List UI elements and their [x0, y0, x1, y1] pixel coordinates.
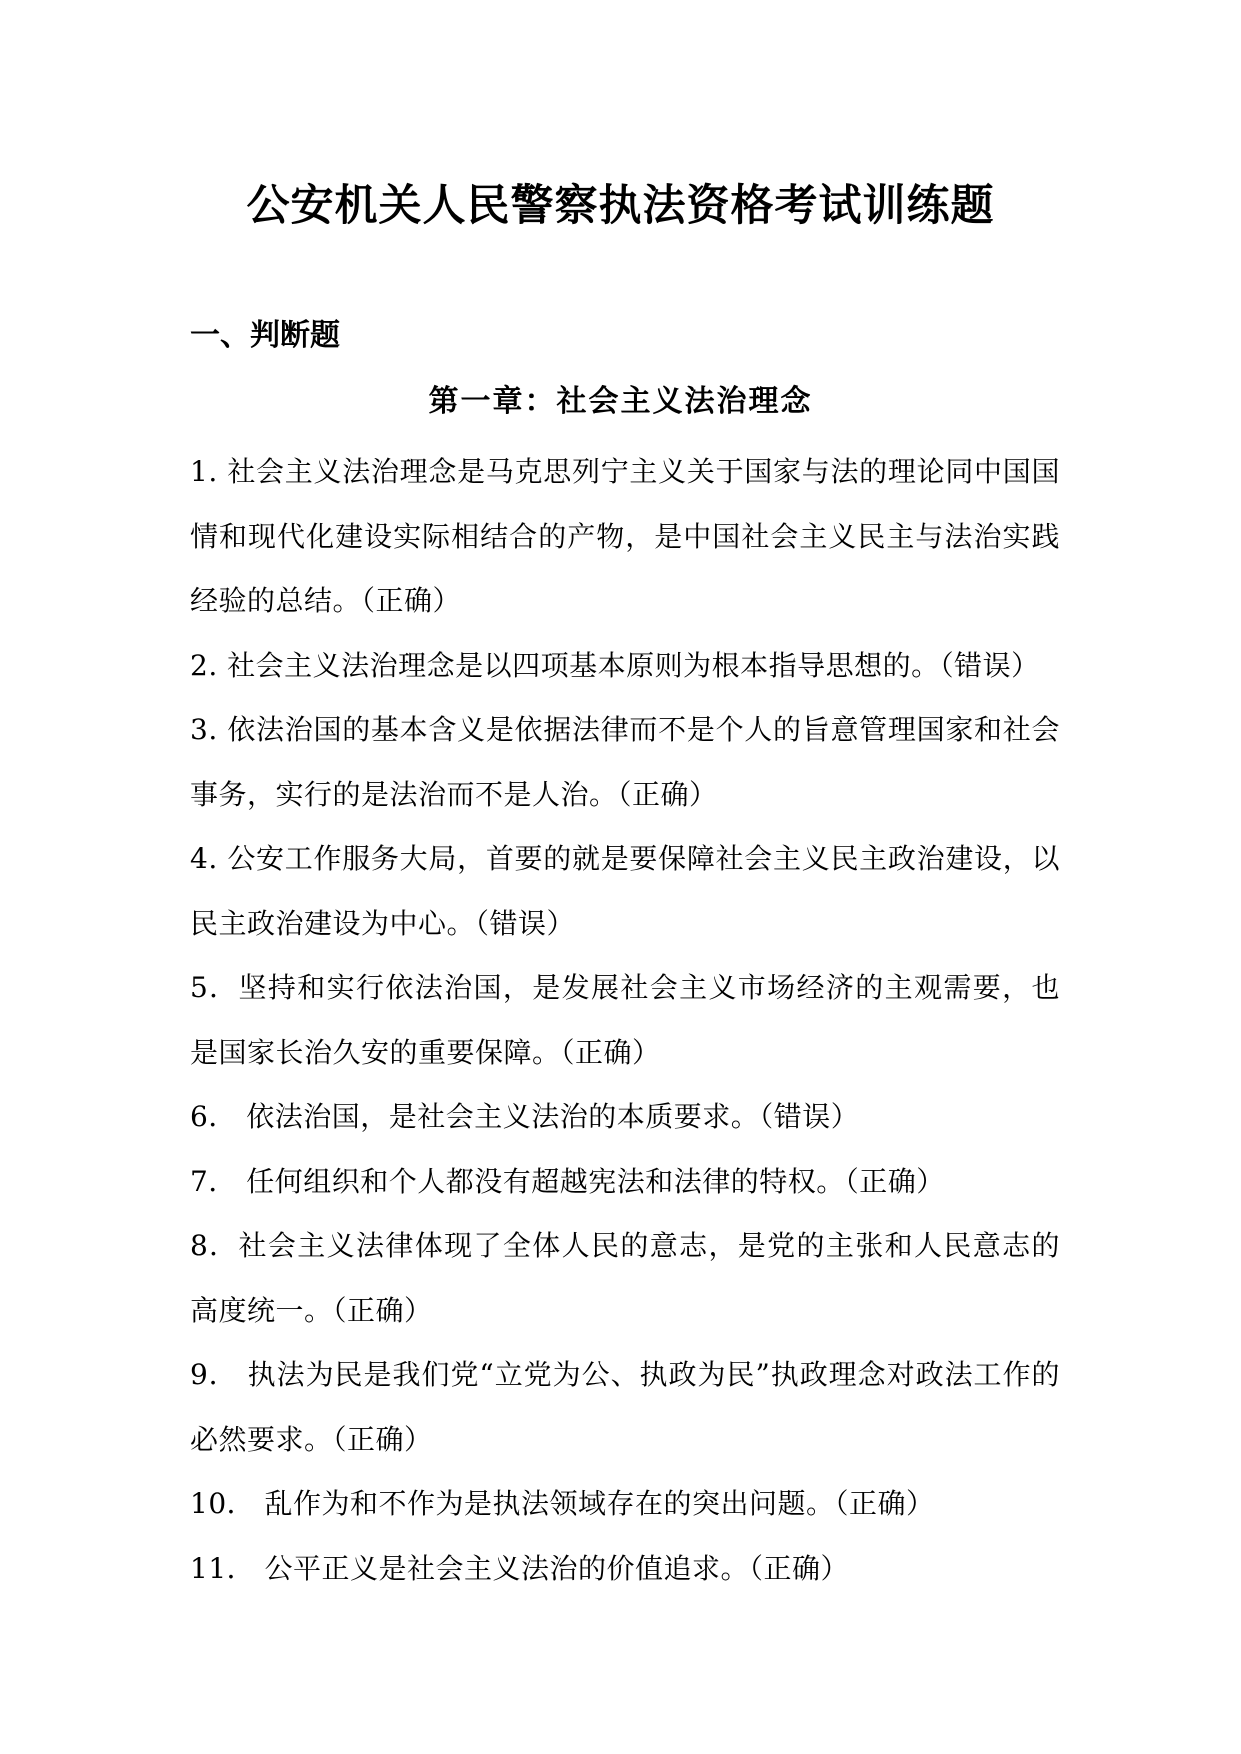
question-item-7: 7． 任何组织和个人都没有超越宪法和法律的特权。（正确）: [190, 1164, 945, 1198]
question-item-9: 9． 执法为民是我们党“立党为公、执政为民”执政理念对政法工作的必然要求。（正确）: [190, 1358, 1060, 1456]
question-item-10: 10． 乱作为和不作为是执法领域存在的突出问题。（正确）: [190, 1487, 935, 1520]
question-item-5: 5．坚持和实行依法治国，是发展社会主义市场经济的主观需要，也是国家长治久安的重要保障。（正确）: [190, 971, 1060, 1069]
question-item-1: 1. 社会主义法治理念是马克思列宁主义关于国家与法的理论同中国国情和现代化建设实际相结合的产物，是中国社会主义民主与法治实践经验的总结。（正确）: [190, 455, 1060, 617]
chapter-heading: 第一章：社会主义法治理念: [428, 384, 813, 419]
question-item-11: 11． 公平正义是社会主义法治的价值追求。（正确）: [190, 1551, 850, 1585]
question-item-2: 2. 社会主义法治理念是以四项基本原则为根本指导思想的。（错误）: [190, 648, 1040, 682]
question-item-6: 6． 依法治国，是社会主义法治的本质要求。（错误）: [190, 1100, 860, 1133]
question-item-8: 8．社会主义法律体现了全体人民的意志，是党的主张和人民意志的高度统一。（正确）: [190, 1229, 1060, 1327]
question-item-3: 3. 依法治国的基本含义是依据法律而不是个人的旨意管理国家和社会事务，实行的是法治而不是人治。（正确）: [190, 713, 1060, 811]
question-list: [190, 440, 1060, 1601]
document-title: 公安机关人民警察执法资格考试训练题: [246, 181, 995, 231]
section-heading: 一、判断题: [190, 318, 340, 353]
question-item-4: 4. 公安工作服务大局，首要的就是要保障社会主义民主政治建设，以民主政治建设为中心。（错误）: [190, 842, 1060, 940]
